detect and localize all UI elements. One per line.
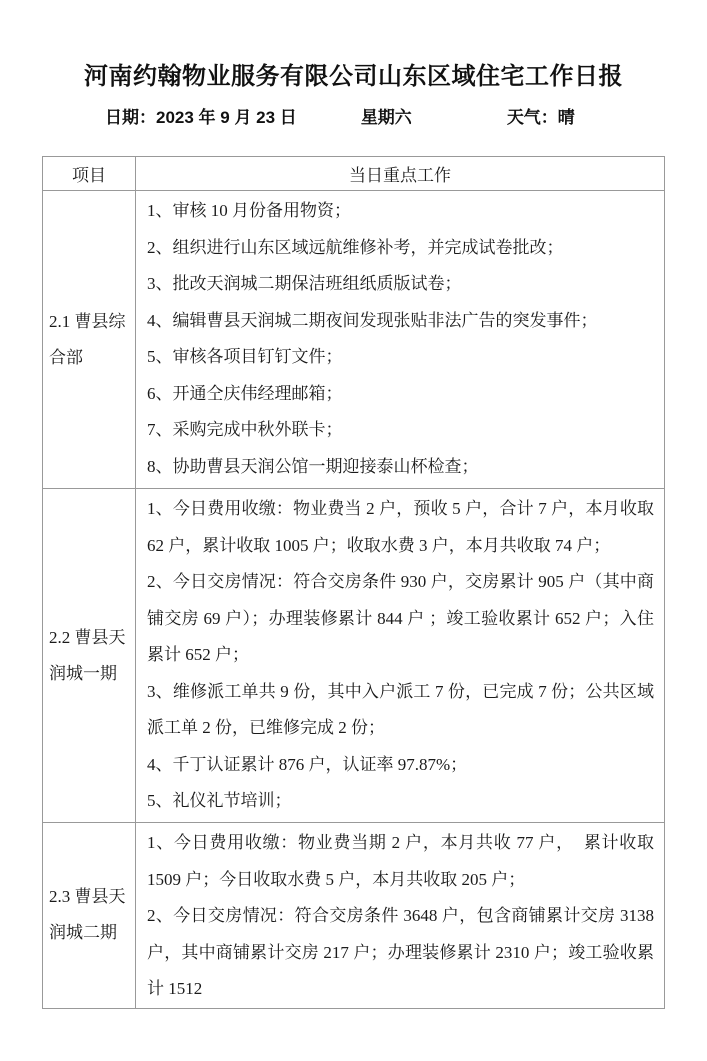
work-items-cell	[136, 489, 665, 823]
table-row-caoxian-general-dept	[43, 191, 665, 489]
work-item: 5、审核各项目钉钉文件；	[147, 347, 343, 366]
work-item: 5、礼仪礼节培训；	[147, 791, 292, 810]
table-header-row	[43, 157, 665, 191]
report-weekday: 星期六	[360, 108, 412, 127]
table-row-tianrun-city-phase2	[43, 823, 665, 1009]
daily-report-table	[42, 156, 665, 1009]
work-items-cell	[136, 823, 665, 1009]
work-item: 3、维修派工单共 9 份，其中入户派工 7 份，已完成 7 份；公共区域派工单 2 份，已维修完成 2 份；	[147, 681, 654, 737]
project-label: 2.1 曹县综合部	[43, 191, 136, 489]
work-item: 7、采购完成中秋外联卡；	[147, 420, 343, 439]
project-label: 2.3 曹县天润城二期	[43, 823, 136, 1009]
work-item: 6、开通仝庆伟经理邮箱；	[147, 383, 343, 403]
report-weather: 天气：晴	[506, 108, 575, 127]
report-date: 日期：2023 年 9 月 23 日	[105, 108, 297, 127]
report-title: 河南约翰物业服务有限公司山东区域住宅工作日报	[84, 63, 623, 90]
work-item: 2、组织进行山东区域远航维修补考，并完成试卷批改；	[147, 237, 564, 257]
work-item: 1、今日费用收缴：物业费当 2 户，预收 5 户，合计 7 户，本月收取 62 户，累计收取 1005 户；收取水费 3 户，本月共收取 74 户；	[147, 499, 654, 555]
project-label: 2.2 曹县天润城一期	[43, 489, 136, 823]
work-item: 3、批改天润城二期保洁班组纸质版试卷；	[147, 274, 462, 293]
work-items-cell	[136, 191, 665, 489]
report-page	[0, 62, 707, 1061]
work-item: 1、审核 10 月份备用物资；	[147, 201, 351, 220]
col-header-daily-work: 当日重点工作	[136, 157, 665, 191]
date-line	[105, 107, 707, 129]
col-header-project: 项目	[43, 157, 136, 191]
table-row-tianrun-city-phase1	[43, 489, 665, 823]
work-item: 4、千丁认证累计 876 户，认证率 97.87%；	[147, 754, 468, 774]
work-item: 2、今日交房情况：符合交房条件 930 户，交房累计 905 户（其中商铺交房 69 户）；办理装修累计 844 户 ；竣工验收累计 652 户；入住累计 652 户；	[147, 572, 654, 664]
work-item: 4、编辑曹县天润城二期夜间发现张贴非法广告的突发事件；	[147, 310, 598, 330]
work-item: 8、协助曹县天润公馆一期迎接泰山杯检查；	[147, 456, 479, 476]
work-item: 2、今日交房情况：符合交房条件 3648 户，包含商铺累计交房 3138 户，其中商铺累计交房 217 户；办理装修累计 2310 户；竣工验收累计 1512	[147, 906, 654, 998]
work-item: 1、今日费用收缴：物业费当期 2 户，本月共收 77 户， 累计收取 1509 户；今日收取水费 5 户，本月共收取 205 户；	[147, 833, 654, 889]
